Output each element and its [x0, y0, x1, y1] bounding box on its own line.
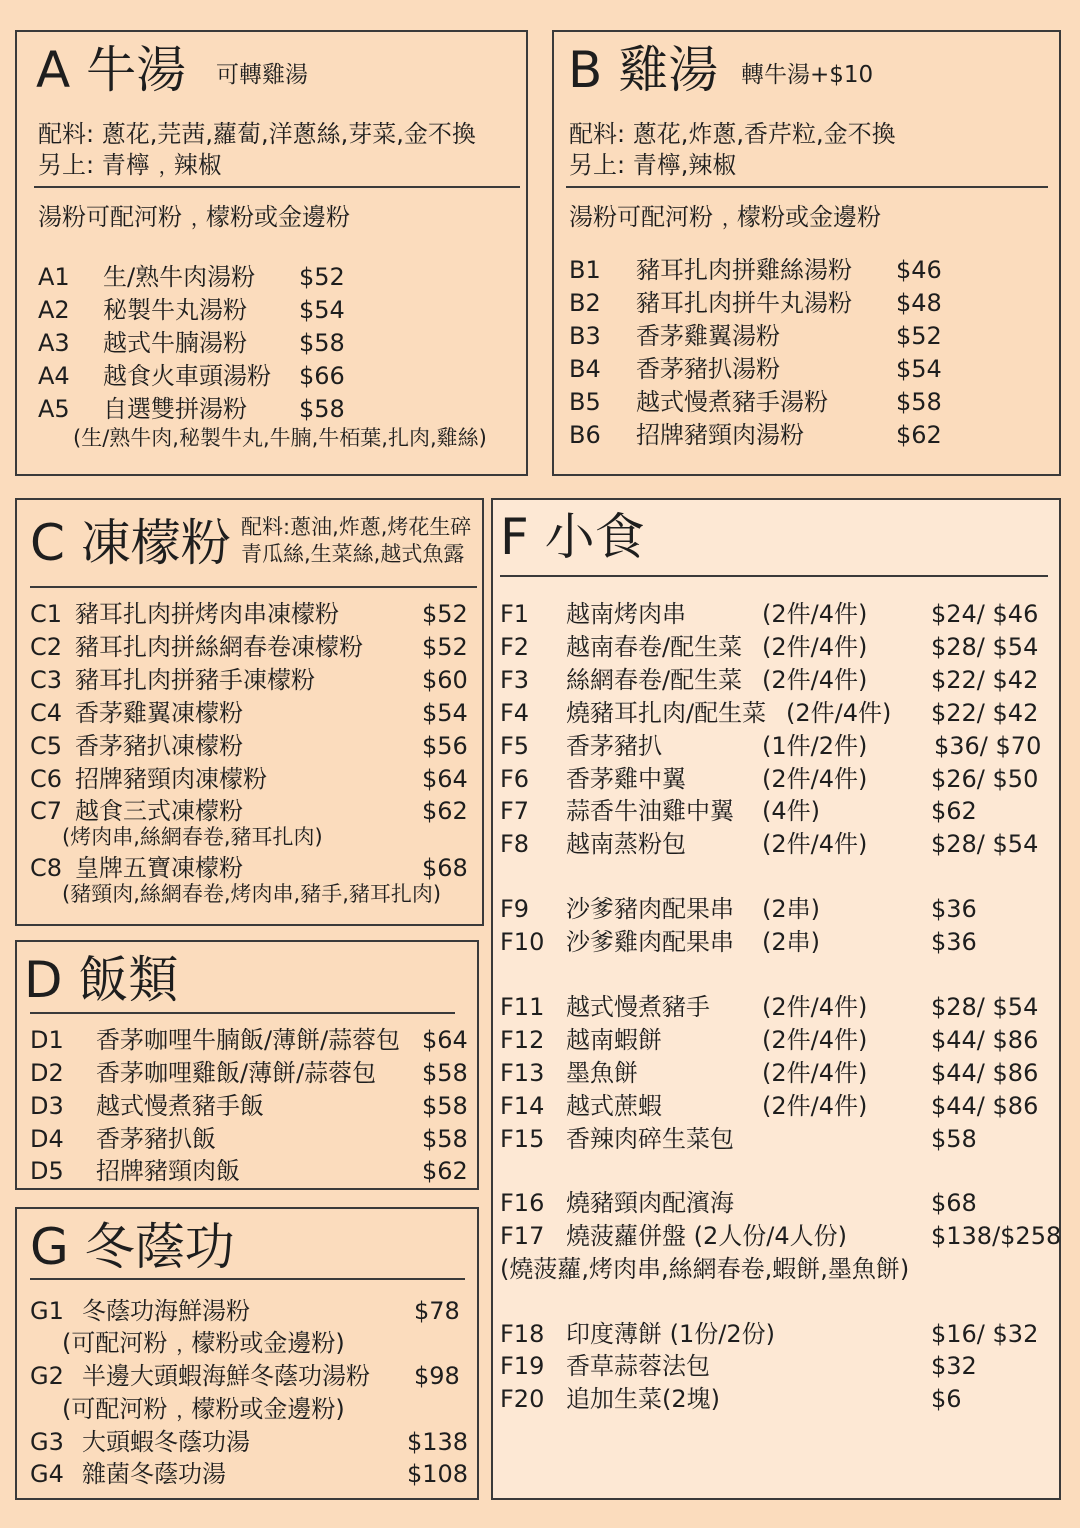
divider	[30, 1012, 455, 1014]
menu-item-name: 墨魚餅	[566, 1059, 638, 1087]
section-a-note: (生/熟牛肉,秘製牛丸,牛腩,牛栢葉,扎肉,雞絲)	[73, 426, 487, 450]
menu-item-code: C1	[30, 600, 63, 628]
menu-item-code: F20	[500, 1385, 545, 1413]
menu-item-qty: (4件)	[762, 797, 820, 825]
menu-item-price: $32	[931, 1352, 977, 1380]
menu-item-price: $58	[422, 1059, 468, 1087]
section-c-ingredients: 配料:蔥油,炸蔥,烤花生碎	[241, 515, 472, 539]
menu-item-price: $62	[422, 1157, 468, 1185]
menu-item-name: 蒜香牛油雞中翼	[566, 797, 734, 825]
menu-item-price: $52	[299, 263, 345, 291]
menu-item-name: 香茅豬扒	[566, 732, 662, 760]
menu-item-price: $64	[422, 1026, 468, 1054]
menu-item-code: D3	[30, 1092, 64, 1120]
menu-item-price: $28/ $54	[931, 633, 1039, 661]
menu-item-code: F3	[500, 666, 530, 694]
menu-item-name: 豬耳扎肉拼豬手凍檬粉	[75, 666, 315, 694]
divider	[500, 575, 1048, 577]
menu-item-price: $64	[422, 765, 468, 793]
menu-item-name: 追加生菜(2塊)	[566, 1385, 720, 1413]
divider	[30, 1278, 465, 1280]
menu-item-price: $60	[422, 666, 468, 694]
menu-item-code: F17	[500, 1222, 545, 1250]
menu-item-name: 越式慢煮豬手飯	[96, 1092, 264, 1120]
menu-item-name: 香茅雞翼凍檬粉	[75, 699, 243, 727]
menu-item-price: $98	[414, 1362, 460, 1390]
menu-item-code: B5	[569, 388, 601, 416]
menu-item-code: C3	[30, 666, 63, 694]
menu-item-name: 招牌豬頸肉湯粉	[636, 421, 804, 449]
section-b-subtitle: 轉牛湯+$10	[741, 62, 874, 88]
menu-item-price: $52	[422, 600, 468, 628]
menu-item-price: $44/ $86	[931, 1026, 1039, 1054]
menu-item-name: 越式蔗蝦	[566, 1092, 662, 1120]
menu-item-price: $138/$258	[931, 1222, 1062, 1250]
menu-item-qty: (2件/4件)	[762, 1026, 868, 1054]
section-f-title: F 小食	[500, 508, 645, 566]
menu-item-price: $26/ $50	[931, 765, 1039, 793]
menu-item-code: F8	[500, 830, 530, 858]
menu-item-price: $28/ $54	[931, 830, 1039, 858]
menu-item-name: 越南春卷/配生菜	[566, 633, 743, 661]
menu-item-code: A5	[38, 395, 70, 423]
menu-item-name: 秘製牛丸湯粉	[103, 296, 247, 324]
menu-item-name: 越式慢煮豬手湯粉	[636, 388, 828, 416]
menu-item-code: C2	[30, 633, 63, 661]
menu-item-name: 雜菌冬蔭功湯	[82, 1460, 226, 1488]
menu-item-qty: (1件/2件)	[762, 732, 868, 760]
menu-item-code: C4	[30, 699, 63, 727]
menu-item-price: $46	[896, 256, 942, 284]
menu-item-code: G3	[30, 1428, 64, 1456]
divider	[30, 586, 477, 588]
menu-item-code: F18	[500, 1320, 545, 1348]
menu-item-name: 招牌豬頸肉飯	[96, 1157, 240, 1185]
menu-item-code: F10	[500, 928, 545, 956]
menu-item-code: A1	[38, 263, 70, 291]
menu-item-name: 生/熟牛肉湯粉	[103, 263, 256, 291]
menu-item-qty: (2件/4件)	[786, 699, 892, 727]
menu-item-name: 大頭蝦冬蔭功湯	[82, 1428, 250, 1456]
section-a-ingredients: 配料: 蔥花,芫茜,蘿蔔,洋蔥絲,芽菜,金不換	[38, 120, 476, 148]
menu-item-qty: (2件/4件)	[762, 1092, 868, 1120]
divider	[34, 186, 520, 188]
menu-item-name: 香茅豬扒飯	[96, 1125, 216, 1153]
menu-item-name: 香辣肉碎生菜包	[566, 1125, 734, 1153]
section-a-title: A 牛湯	[36, 41, 187, 99]
menu-item-price: $68	[422, 854, 468, 882]
menu-item-name: 沙爹豬肉配果串	[566, 895, 734, 923]
menu-item-code: F4	[500, 699, 530, 727]
divider	[566, 186, 1048, 188]
menu-item-name: 豬耳扎肉拼牛丸湯粉	[636, 289, 852, 317]
menu-item-code: C6	[30, 765, 63, 793]
menu-item-price: $6	[931, 1385, 962, 1413]
section-b-title: B 雞湯	[568, 41, 719, 99]
menu-item-code: F7	[500, 797, 530, 825]
menu-item-name: 越食三式凍檬粉	[75, 797, 243, 825]
section-a-noodle-note: 湯粉可配河粉﹐檬粉或金邊粉	[38, 203, 350, 231]
menu-item-price: $62	[931, 797, 977, 825]
menu-item-name: 越食火車頭湯粉	[103, 362, 271, 390]
menu-item-qty: (2件/4件)	[762, 830, 868, 858]
menu-item-price: $68	[931, 1189, 977, 1217]
menu-item-price: $36	[931, 895, 977, 923]
menu-item-code: B6	[569, 421, 601, 449]
menu-item-code: D2	[30, 1059, 64, 1087]
menu-item-code: F14	[500, 1092, 545, 1120]
menu-item-code: D4	[30, 1125, 64, 1153]
menu-item-name: 沙爹雞肉配果串	[566, 928, 734, 956]
menu-item-qty: (2件/4件)	[762, 633, 868, 661]
menu-item-code: C8	[30, 854, 63, 882]
menu-item-price: $22/ $42	[931, 699, 1039, 727]
menu-item-name: 香茅雞中翼	[566, 765, 686, 793]
menu-item-code: F12	[500, 1026, 545, 1054]
menu-item-qty: (2件/4件)	[762, 666, 868, 694]
menu-item-price: $44/ $86	[931, 1092, 1039, 1120]
menu-item-code: F6	[500, 765, 530, 793]
menu-item-name: 自選雙拼湯粉	[103, 395, 247, 423]
menu-item-qty: (2件/4件)	[762, 1059, 868, 1087]
menu-item-price: $108	[407, 1460, 469, 1488]
menu-item-name: 香草蒜蓉法包	[566, 1352, 710, 1380]
menu-item-code: G2	[30, 1362, 64, 1390]
menu-item-code: F1	[500, 600, 530, 628]
menu-item-qty: (2串)	[762, 895, 820, 923]
menu-item-price: $44/ $86	[931, 1059, 1039, 1087]
section-b-extra: 另上: 青檸,辣椒	[569, 151, 737, 179]
menu-item-code: A3	[38, 329, 70, 357]
menu-item-code: C7	[30, 797, 63, 825]
menu-item-price: $36/ $70	[934, 732, 1042, 760]
section-a-extra: 另上: 青檸﹐辣椒	[38, 151, 222, 179]
menu-item-code: F11	[500, 993, 545, 1021]
menu-item-price: $58	[931, 1125, 977, 1153]
menu-item-price: $58	[299, 395, 345, 423]
menu-item-price: $54	[896, 355, 942, 383]
menu-item-price: $54	[299, 296, 345, 324]
menu-item-code: F2	[500, 633, 530, 661]
menu-item-name: 豬耳扎肉拼烤肉串凍檬粉	[75, 600, 339, 628]
menu-item-price: $138	[407, 1428, 469, 1456]
menu-item-qty: (2件/4件)	[762, 993, 868, 1021]
menu-item-code: G1	[30, 1297, 64, 1325]
menu-item-code: F16	[500, 1189, 545, 1217]
menu-item-price: $58	[422, 1092, 468, 1120]
menu-item-code: B4	[569, 355, 601, 383]
menu-item-code: D5	[30, 1157, 64, 1185]
section-d-title: D 飯類	[24, 951, 179, 1009]
menu-item-name: 豬耳扎肉拼絲網春卷凍檬粉	[75, 633, 363, 661]
menu-item-name: 燒菠蘿併盤 (2人份/4人份)	[566, 1222, 847, 1250]
menu-item-price: $62	[896, 421, 942, 449]
menu-item-name: 越式慢煮豬手	[566, 993, 710, 1021]
menu-item-price: $24/ $46	[931, 600, 1039, 628]
section-c-ingredients: 青瓜絲,生菜絲,越式魚露	[241, 542, 465, 566]
section-b-noodle-note: 湯粉可配河粉﹐檬粉或金邊粉	[569, 203, 881, 231]
menu-item-price: $62	[422, 797, 468, 825]
menu-item-qty: (2件/4件)	[762, 600, 868, 628]
menu-item-price: $78	[414, 1297, 460, 1325]
menu-item-price: $52	[896, 322, 942, 350]
menu-item-price: $54	[422, 699, 468, 727]
menu-item-note: (燒菠蘿,烤肉串,絲網春卷,蝦餅,墨魚餅)	[500, 1255, 910, 1283]
menu-item-name: 香茅豬扒凍檬粉	[75, 732, 243, 760]
menu-item-name: 越南烤肉串	[566, 600, 686, 628]
menu-item-note: (可配河粉﹐檬粉或金邊粉)	[62, 1395, 345, 1423]
menu-item-code: F13	[500, 1059, 545, 1087]
section-b-ingredients: 配料: 蔥花,炸蔥,香芹粒,金不換	[569, 120, 896, 148]
menu-item-name: 燒豬耳扎肉/配生菜	[566, 699, 767, 727]
menu-item-code: F5	[500, 732, 530, 760]
menu-item-code: F19	[500, 1352, 545, 1380]
section-a-subtitle: 可轉雞湯	[216, 62, 308, 88]
menu-item-price: $58	[299, 329, 345, 357]
menu-item-name: 皇牌五寶凍檬粉	[75, 854, 243, 882]
menu-item-price: $58	[422, 1125, 468, 1153]
menu-item-note: (豬頸肉,絲網春卷,烤肉串,豬手,豬耳扎肉)	[62, 882, 442, 906]
menu-item-price: $48	[896, 289, 942, 317]
menu-item-price: $66	[299, 362, 345, 390]
menu-item-price: $36	[931, 928, 977, 956]
menu-item-code: A4	[38, 362, 70, 390]
menu-item-name: 印度薄餅 (1份/2份)	[566, 1320, 775, 1348]
menu-item-code: A2	[38, 296, 70, 324]
menu-item-name: 越南蒸粉包	[566, 830, 686, 858]
menu-item-code: B3	[569, 322, 601, 350]
menu-item-code: D1	[30, 1026, 64, 1054]
menu-item-name: 招牌豬頸肉凍檬粉	[75, 765, 267, 793]
menu-item-code: B2	[569, 289, 601, 317]
menu-item-note: (可配河粉﹐檬粉或金邊粉)	[62, 1329, 345, 1357]
menu-item-price: $16/ $32	[931, 1320, 1039, 1348]
menu-item-price: $56	[422, 732, 468, 760]
menu-item-name: 香茅雞翼湯粉	[636, 322, 780, 350]
menu-item-price: $52	[422, 633, 468, 661]
menu-item-qty: (2件/4件)	[762, 765, 868, 793]
menu-item-qty: (2串)	[762, 928, 820, 956]
menu-item-price: $28/ $54	[931, 993, 1039, 1021]
menu-item-price: $22/ $42	[931, 666, 1039, 694]
menu-item-code: F9	[500, 895, 530, 923]
menu-item-name: 豬耳扎肉拼雞絲湯粉	[636, 256, 852, 284]
menu-item-note: (烤肉串,絲網春卷,豬耳扎肉)	[62, 825, 323, 849]
menu-item-name: 越南蝦餅	[566, 1026, 662, 1054]
menu-item-name: 冬蔭功海鮮湯粉	[82, 1297, 250, 1325]
section-g-title: G 冬蔭功	[30, 1218, 235, 1276]
menu-item-name: 越式牛腩湯粉	[103, 329, 247, 357]
menu-item-code: C5	[30, 732, 63, 760]
menu-item-name: 絲網春卷/配生菜	[566, 666, 743, 694]
menu-item-price: $58	[896, 388, 942, 416]
menu-item-code: B1	[569, 256, 601, 284]
menu-item-name: 香茅咖哩牛腩飯/薄餅/蒜蓉包	[96, 1026, 401, 1054]
menu-item-name: 香茅咖哩雞飯/薄餅/蒜蓉包	[96, 1059, 377, 1087]
menu-item-name: 香茅豬扒湯粉	[636, 355, 780, 383]
menu-item-code: G4	[30, 1460, 64, 1488]
section-c-title: C 凍檬粉	[30, 514, 231, 572]
menu-item-name: 半邊大頭蝦海鮮冬蔭功湯粉	[82, 1362, 370, 1390]
menu-item-code: F15	[500, 1125, 545, 1153]
menu-item-name: 燒豬頸肉配濱海	[566, 1189, 734, 1217]
